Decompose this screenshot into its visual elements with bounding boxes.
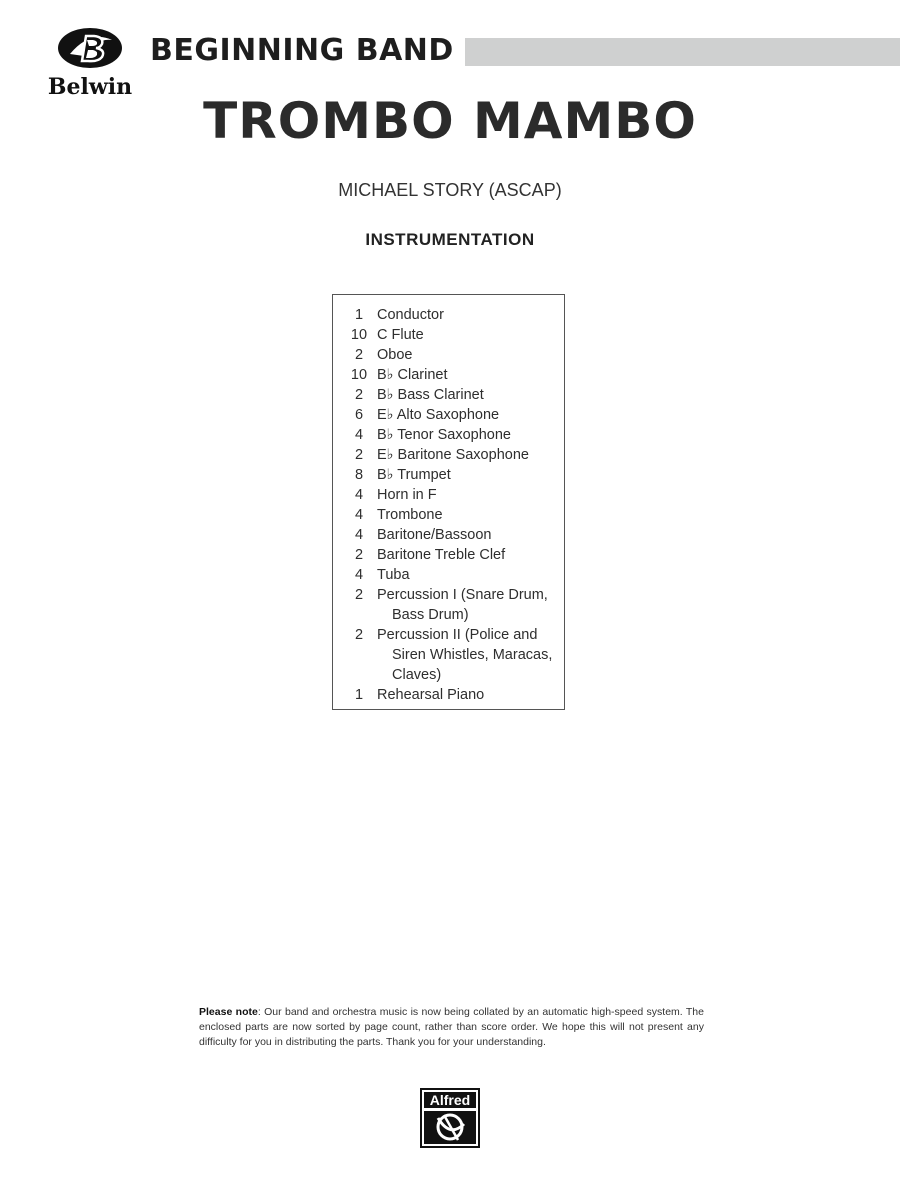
instrument-quantity: 10 bbox=[350, 327, 368, 343]
instrument-name-cell bbox=[377, 625, 560, 685]
instrument-name-cell bbox=[377, 385, 560, 405]
instrument-name: Tuba bbox=[377, 567, 410, 583]
instrument-quantity: 4 bbox=[354, 487, 364, 503]
instrument-row bbox=[341, 525, 560, 545]
instrument-row bbox=[341, 485, 560, 505]
piece-title: TROMBO MAMBO bbox=[203, 92, 697, 150]
instrument-quantity: 2 bbox=[354, 347, 364, 363]
instrumentation-heading: INSTRUMENTATION bbox=[365, 230, 535, 249]
instrument-name-cell bbox=[377, 365, 560, 385]
instrument-name-cell bbox=[377, 585, 560, 625]
instrument-row bbox=[341, 585, 560, 625]
instrument-name: B♭ Trumpet bbox=[377, 467, 451, 483]
series-title: BEGINNING BAND bbox=[150, 33, 454, 68]
instrument-name: Baritone/Bassoon bbox=[377, 527, 492, 543]
instrument-row bbox=[341, 325, 560, 345]
instrument-quantity: 4 bbox=[354, 527, 364, 543]
instrument-name-cell bbox=[377, 465, 560, 485]
instrument-row bbox=[341, 365, 560, 385]
instrument-name-continued: Siren Whistles, Maracas, bbox=[392, 647, 553, 663]
instrument-row bbox=[341, 465, 560, 485]
instrument-name-cell bbox=[377, 445, 560, 465]
instrument-row bbox=[341, 305, 560, 325]
instrument-quantity: 8 bbox=[354, 467, 364, 483]
instrument-name-cell bbox=[377, 345, 560, 365]
instrument-quantity: 1 bbox=[354, 687, 364, 703]
instrument-name-cell bbox=[377, 305, 560, 325]
instrument-row bbox=[341, 545, 560, 565]
series-bar bbox=[465, 38, 900, 66]
instrument-name: E♭ Alto Saxophone bbox=[377, 407, 500, 423]
brand-name: Belwin bbox=[47, 74, 133, 100]
instrument-name-cell bbox=[377, 685, 560, 705]
instrument-quantity: 4 bbox=[354, 427, 364, 443]
instrument-row bbox=[341, 445, 560, 465]
instrument-name-cell bbox=[377, 545, 560, 565]
belwin-emblem-icon bbox=[56, 26, 124, 70]
instrument-quantity: 2 bbox=[354, 387, 364, 403]
instrument-quantity: 2 bbox=[354, 627, 364, 643]
instrument-name: C Flute bbox=[377, 327, 424, 343]
collation-note bbox=[199, 1005, 704, 1050]
instrumentation-box bbox=[332, 294, 565, 710]
composer: MICHAEL STORY (ASCAP) bbox=[338, 180, 562, 200]
instrument-name: Trombone bbox=[377, 507, 443, 523]
instrument-quantity: 2 bbox=[354, 447, 364, 463]
instrument-name-cell bbox=[377, 405, 560, 425]
instrument-name-cell bbox=[377, 425, 560, 445]
instrument-quantity: 2 bbox=[354, 547, 364, 563]
instrument-name: Oboe bbox=[377, 347, 413, 363]
instrument-name: Rehearsal Piano bbox=[377, 687, 485, 703]
alfred-logo-icon bbox=[420, 1088, 480, 1148]
instrument-row bbox=[341, 565, 560, 585]
instrument-quantity: 10 bbox=[350, 367, 368, 383]
instrument-row bbox=[341, 625, 560, 685]
instrument-quantity: 1 bbox=[354, 307, 364, 323]
instrument-name: B♭ Clarinet bbox=[377, 367, 448, 383]
instrument-quantity: 4 bbox=[354, 507, 364, 523]
instrument-name-cell bbox=[377, 505, 560, 525]
note-text: : Our band and orchestra music is now being collated by an automatic high-speed system. The enclosed parts are now sorted by page count, rather than score order. We hope this will not present any difficulty for you in distributing the parts. Thank you for your understanding. bbox=[199, 1006, 704, 1048]
instrument-name-cell bbox=[377, 565, 560, 585]
instrument-row bbox=[341, 345, 560, 365]
instrument-name-continued: Claves) bbox=[392, 667, 442, 683]
instrument-name: Baritone Treble Clef bbox=[377, 547, 506, 563]
instrument-name: Percussion II (Police and bbox=[377, 627, 538, 643]
instrument-row bbox=[341, 685, 560, 705]
instrument-name: B♭ Tenor Saxophone bbox=[377, 427, 511, 443]
instrument-name-continued: Bass Drum) bbox=[392, 607, 469, 623]
instrument-name: E♭ Baritone Saxophone bbox=[377, 447, 529, 463]
note-label: Please note bbox=[199, 1006, 258, 1018]
instrument-name-cell bbox=[377, 525, 560, 545]
instrument-row bbox=[341, 425, 560, 445]
alfred-logo bbox=[420, 1088, 480, 1148]
instrument-name: Horn in F bbox=[377, 487, 437, 503]
instrumentation-list bbox=[341, 305, 560, 705]
instrument-name-cell bbox=[377, 485, 560, 505]
instrument-name-cell bbox=[377, 325, 560, 345]
instrument-quantity: 4 bbox=[354, 567, 364, 583]
instrument-name: B♭ Bass Clarinet bbox=[377, 387, 484, 403]
instrument-row bbox=[341, 405, 560, 425]
publisher-name: Alfred bbox=[429, 1092, 471, 1108]
instrument-row bbox=[341, 505, 560, 525]
instrument-name: Percussion I (Snare Drum, bbox=[377, 587, 548, 603]
instrument-row bbox=[341, 385, 560, 405]
instrument-name: Conductor bbox=[377, 307, 444, 323]
instrument-quantity: 2 bbox=[354, 587, 364, 603]
instrument-quantity: 6 bbox=[354, 407, 364, 423]
